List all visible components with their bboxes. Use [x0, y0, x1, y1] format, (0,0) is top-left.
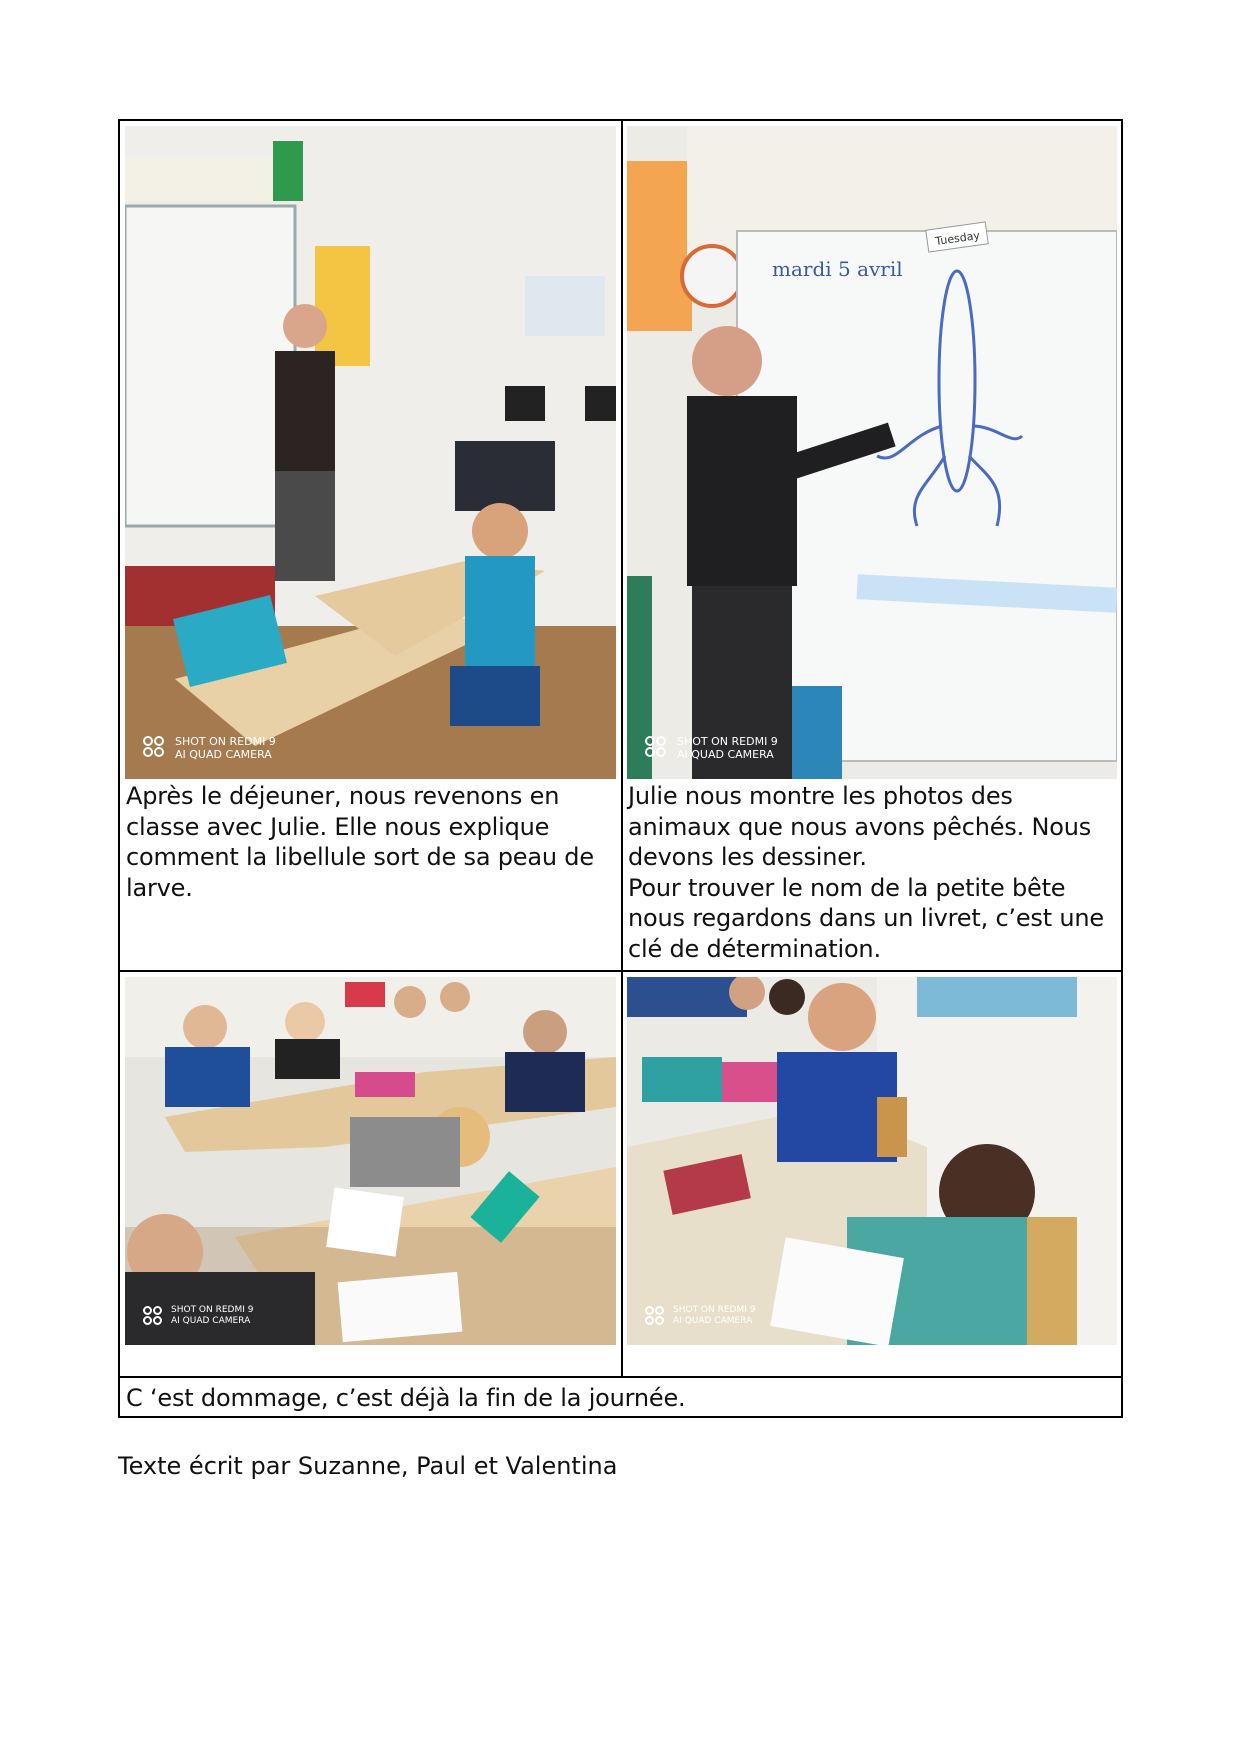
camera-logo-icon	[143, 736, 167, 760]
caption-top-right	[628, 781, 1116, 964]
camera-watermark	[143, 1305, 253, 1327]
watermark-line2: AI QUAD CAMERA	[171, 1316, 251, 1326]
watermark-line1: SHOT ON REDMI 9	[677, 735, 778, 748]
watermark-line2: AI QUAD CAMERA	[677, 748, 774, 761]
camera-logo-icon	[645, 1306, 665, 1326]
watermark-line1: SHOT ON REDMI 9	[175, 735, 276, 748]
caption-top-right-para1: Julie nous montre les photos des animaux que nous avons pêchés. Nous devons les dessiner.	[628, 782, 1092, 871]
camera-logo-icon	[645, 736, 669, 760]
photo-table	[118, 119, 1123, 1418]
camera-logo-icon	[143, 1306, 163, 1326]
camera-watermark	[645, 735, 778, 761]
watermark-line2: AI QUAD CAMERA	[175, 748, 272, 761]
photo-whiteboard-larva	[627, 126, 1117, 779]
camera-watermark	[143, 735, 276, 761]
authors-credit: Texte écrit par Suzanne, Paul et Valentina	[118, 1452, 618, 1480]
caption-top-left: Après le déjeuner, nous revenons en classe avec Julie. Elle nous explique comment la libellule sort de sa peau de larve.	[126, 782, 594, 902]
table-divider-row1	[120, 970, 1121, 972]
photo-class-drawing	[125, 977, 616, 1345]
table-divider-vertical	[621, 121, 623, 1378]
photo-children-drawing	[627, 977, 1117, 1345]
caption-bottom: C ‘est dommage, c’est déjà la fin de la journée.	[126, 1384, 686, 1412]
watermark-line1: SHOT ON REDMI 9	[673, 1305, 756, 1315]
board-date: mardi 5 avril	[772, 257, 903, 281]
watermark-line2: AI QUAD CAMERA	[673, 1316, 753, 1326]
photo-teacher-explaining	[125, 126, 616, 779]
table-divider-row2	[120, 1376, 1121, 1378]
board-card: Tuesday	[934, 228, 981, 248]
caption-top-right-para2: Pour trouver le nom de la petite bête nous regardons dans un livret, c’est une clé de détermination.	[628, 873, 1104, 963]
camera-watermark	[645, 1305, 755, 1327]
watermark-line1: SHOT ON REDMI 9	[171, 1305, 254, 1315]
